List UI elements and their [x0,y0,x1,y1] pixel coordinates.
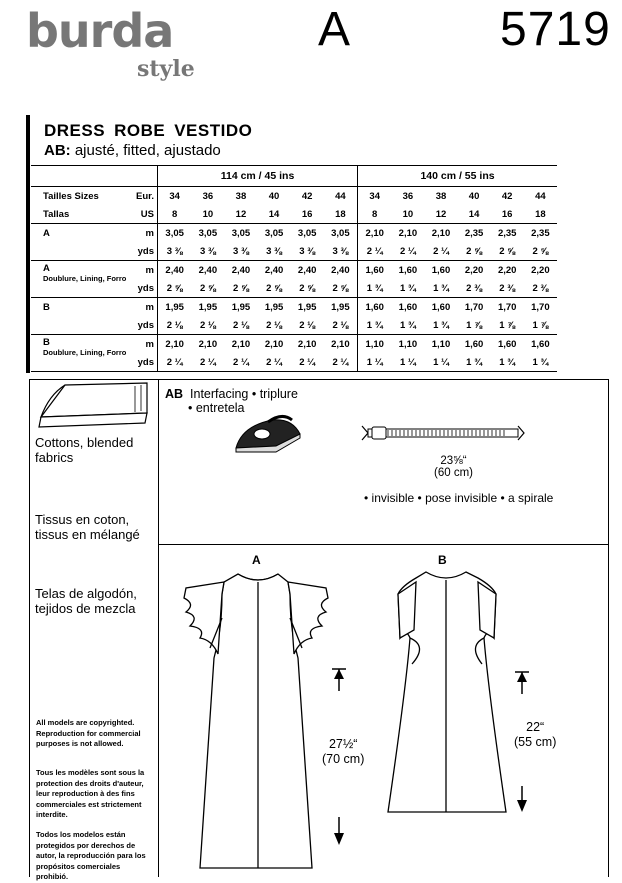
fabric-es: Telas de algodón, tejidos de mezcla [35,586,137,616]
zipper-types: • invisible • pose invisible • a spirale [364,491,554,505]
copyright-en: All models are copyrighted. Reproduction for commercial purposes is not allowed. [36,718,141,748]
divider-bar [26,115,30,373]
frame-left-line [29,379,30,877]
interfacing-note: AB Interfacing • triplure • entretela [165,387,298,415]
frame-mid-line [158,379,159,877]
fit-description: AB: ajusté, fitted, ajustado [44,142,221,159]
view-letter: A [318,3,351,56]
view-a-label: A [252,553,261,567]
table-row: B m 1,95 1,95 1,95 1,95 1,95 1,95 1,60 1,60 1,60 1,70 1,70 1,70 [31,298,557,317]
brand-logo: burda [26,4,174,58]
iron-icon [232,412,304,456]
table-row: A Doublure, Lining, Forro m 2,40 2,40 2,40 2,40 2,40 2,40 1,60 1,60 1,60 2,20 2,20 2,20 [31,261,557,280]
pattern-number: 5719 [500,3,611,56]
dress-b-drawing [378,568,518,818]
length-b: 22“ (55 cm) [514,720,557,749]
yardage-table [31,165,557,372]
notions-divider [158,544,609,545]
length-a: 27½“ (70 cm) [322,737,365,766]
table-row: yds 2 ¼ 2 ¼ 2 ¼ 2 ¼ 2 ¼ 2 ¼ 1 ¼ 1 ¼ 1 ¼ 1 ¾ 1 ¾ 1 ¾ [31,353,557,372]
table-row: Tailles Sizes Eur. 34 36 38 40 42 44 34 36 38 40 42 44 [31,187,557,206]
zipper-length: 23⅝“ (60 cm) [434,455,473,479]
copyright-fr: Tous les modèles sont sous la protection des droits d'auteur, leur reproduction à des fins commerciales est strictement interdite. [36,768,145,819]
view-b-label: B [438,553,447,567]
table-row: yds 3 ⅜ 3 ⅜ 3 ⅜ 3 ⅜ 3 ⅜ 3 ⅜ 2 ¼ 2 ¼ 2 ¼ 2 ⅝ 2 ⅝ 2 ⅝ [31,242,557,261]
page-title: DRESS ROBE VESTIDO [44,121,253,140]
zipper-icon [358,422,526,444]
table-row: yds 2 ⅝ 2 ⅝ 2 ⅝ 2 ⅝ 2 ⅝ 2 ⅝ 1 ¾ 1 ¾ 1 ¾ 2 ⅜ 2 ⅜ 2 ⅜ [31,279,557,298]
copyright-es: Todos los modelos están protegidos por derechos de autor, la reproducción para los propósitos comerciales prohibió. [36,830,146,881]
frame-right-line [608,379,609,877]
frame-top-line [29,379,609,380]
table-row: B Doublure, Lining, Forro m 2,10 2,10 2,10 2,10 2,10 2,10 1,10 1,10 1,10 1,60 1,60 1,60 [31,335,557,354]
table-row: Tallas US 8 10 12 14 16 18 8 10 12 14 16 18 [31,205,557,224]
brand-logo-sub: style [137,56,195,82]
fabric-width-a: 114 cm / 45 ins [158,166,358,187]
fabric-en: Cottons, blended fabrics [35,435,134,465]
fabric-width-b: 140 cm / 55 ins [358,166,557,187]
folded-fabric-icon [35,381,153,433]
dress-a-drawing [178,568,334,873]
table-row: A m 3,05 3,05 3,05 3,05 3,05 3,05 2,10 2,10 2,10 2,35 2,35 2,35 [31,224,557,243]
fabric-fr: Tissus en coton, tissus en mélangé [35,512,140,542]
table-row: yds 2 ⅛ 2 ⅛ 2 ⅛ 2 ⅛ 2 ⅛ 2 ⅛ 1 ¾ 1 ¾ 1 ¾ 1 ⅞ 1 ⅞ 1 ⅞ [31,316,557,335]
